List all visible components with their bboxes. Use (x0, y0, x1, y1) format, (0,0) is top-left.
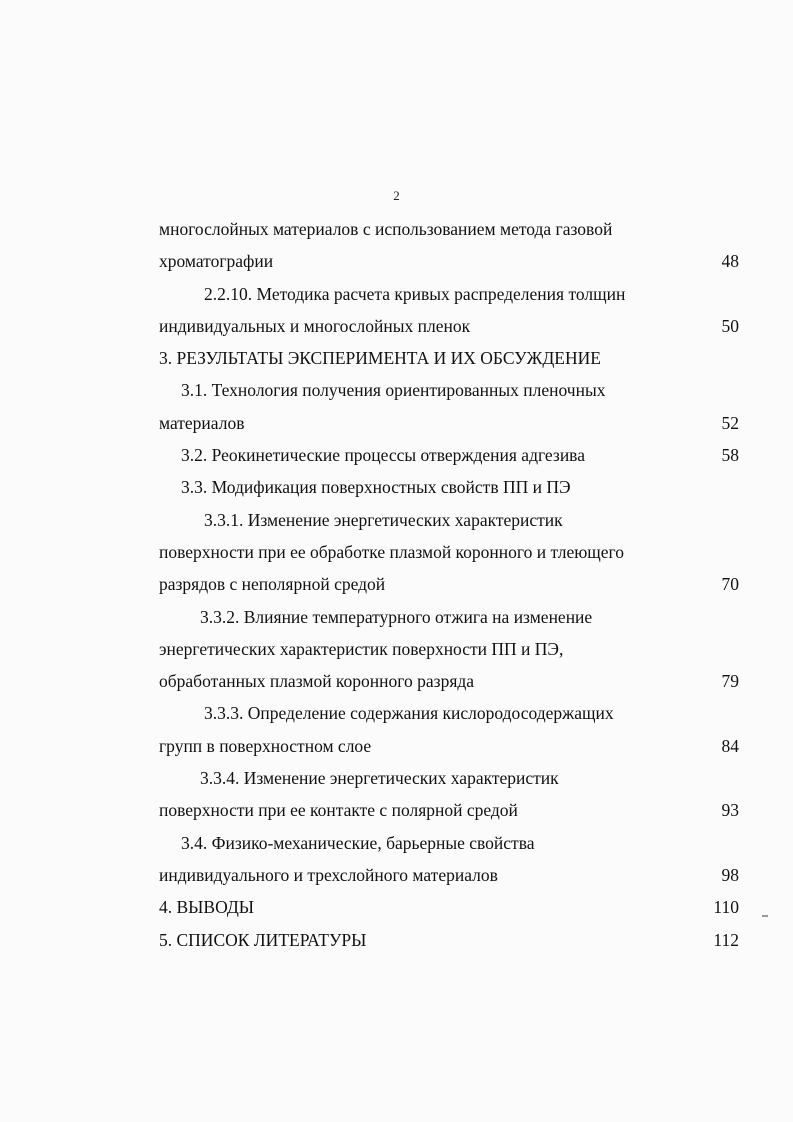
toc-page-number: 112 (713, 929, 739, 950)
toc-entry-text: 5. СПИСОК ЛИТЕРАТУРЫ (159, 929, 367, 950)
page-number: 2 (393, 188, 400, 203)
toc-entry-text: поверхности при ее обработке плазмой коронного и тлеющего (159, 541, 625, 562)
toc-entry-text: 3.3.4. Изменение энергетических характеристик (200, 768, 559, 789)
toc-entry-text: индивидуального и трехслойного материалов (159, 864, 498, 885)
toc-entry-text: 3.2. Реокинетические процессы отверждения адгезива (181, 445, 585, 466)
toc-entry-text: материалов (159, 412, 245, 433)
toc-entry (159, 504, 739, 601)
toc-entry (159, 697, 739, 762)
toc-section-heading (159, 891, 739, 923)
toc-entry-text: индивидуальных и многослойных пленок (159, 315, 471, 336)
toc-entry-text: энергетических характеристик поверхности ПП и ПЭ, (159, 638, 564, 659)
toc-entry-text: групп в поверхностном слое (159, 735, 372, 756)
toc-section-heading (159, 924, 739, 956)
toc-entry-text: хроматографии (159, 251, 274, 272)
toc-entry-text: 2.2.10. Методика расчета кривых распределения толщин (204, 283, 626, 304)
toc-page-number: 84 (721, 735, 739, 756)
toc-entry-text: 3.3.1. Изменение энергетических характеристик (204, 509, 563, 530)
toc-page-number: 50 (721, 315, 739, 336)
toc-entry-text: 3.3.3. Определение содержания кислородосодержащих (204, 703, 614, 724)
toc-page-number: 58 (721, 445, 739, 466)
toc-entry (159, 439, 739, 471)
scan-mark (762, 915, 768, 917)
toc-entry (159, 827, 739, 892)
toc-entry-text: 3.1. Технология получения ориентированных пленочных (181, 380, 606, 401)
toc-page-number: 110 (713, 897, 739, 918)
toc-entry-text: 3.3. Модификация поверхностных свойств ПП и ПЭ (181, 477, 571, 498)
toc-entry (159, 762, 739, 827)
toc-entry-text: 4. ВЫВОДЫ (159, 897, 255, 918)
toc-entry-text: 3. РЕЗУЛЬТАТЫ ЭКСПЕРИМЕНТА И ИХ ОБСУЖДЕНИЕ (159, 348, 601, 369)
toc-entry-text: многослойных материалов с использованием метода газовой (159, 219, 613, 239)
toc-page-number: 48 (721, 251, 739, 272)
toc-section-heading (159, 342, 739, 374)
toc-entry (159, 374, 739, 439)
table-of-contents (159, 213, 739, 956)
toc-page-number: 79 (721, 671, 739, 692)
toc-entry-text: разрядов с неполярной средой (159, 574, 386, 595)
toc-entry (159, 278, 739, 343)
toc-entry-text: обработанных плазмой коронного разряда (159, 671, 475, 692)
toc-entry-text: 3.4. Физико-механические, барьерные свойства (181, 832, 535, 853)
toc-entry-text: 3.3.2. Влияние температурного отжига на изменение (200, 606, 593, 627)
toc-entry (159, 213, 739, 278)
toc-page-number: 93 (721, 800, 739, 821)
toc-page-number: 98 (721, 864, 739, 885)
toc-entry-text: поверхности при ее контакте с полярной средой (159, 800, 518, 821)
toc-entry (159, 471, 739, 503)
toc-page-number: 70 (721, 574, 739, 595)
toc-entry (159, 601, 739, 698)
toc-page-number: 52 (721, 412, 739, 433)
